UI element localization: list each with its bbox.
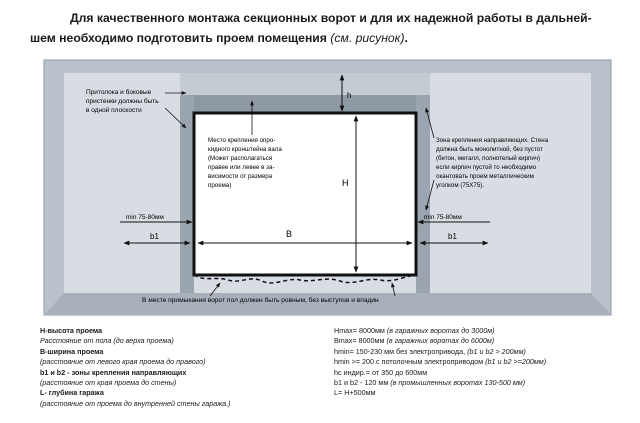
note-mount-1: Место крепления опро- bbox=[208, 137, 276, 144]
legend-right-item bbox=[334, 357, 634, 367]
legend-right-main: hmin >= 200 с потолочным электроприводом bbox=[334, 357, 484, 367]
note-guide-6: уголком (75Х75). bbox=[436, 182, 485, 189]
legend-right-extra: (в гаражных воротах до 6000м) bbox=[386, 336, 495, 346]
legend-right-extra: (b1 и b2 > 200мм) bbox=[467, 346, 526, 356]
label-B: B bbox=[286, 229, 293, 239]
lintel bbox=[180, 73, 430, 95]
legend-left-item: L- глубина гаража bbox=[40, 388, 104, 398]
legend-right-item bbox=[334, 378, 634, 388]
label-min-left: min 75-80мм bbox=[126, 214, 164, 221]
legend-right-extra: (в гаражных воротах до 3000м) bbox=[386, 326, 495, 335]
legend-left-item: B-ширина проема bbox=[40, 346, 104, 356]
legend-right-item bbox=[334, 368, 634, 378]
legend-right-main: Bmax= 8000мм bbox=[334, 336, 385, 346]
legend-left-item: b1 и b2 - зоны крепления направляющих bbox=[40, 367, 187, 377]
legend-left-item: H-высота проема bbox=[40, 326, 103, 335]
note-mount-2: кидного кронштейна вала bbox=[208, 146, 282, 153]
legend-right-main: b1 и b2 - 120 мм bbox=[334, 378, 389, 388]
label-b1-right: b1 bbox=[448, 232, 457, 241]
left-column bbox=[180, 73, 194, 293]
title-period: . bbox=[404, 31, 408, 45]
legend-right-item bbox=[334, 336, 634, 346]
legend-right-extra: (b1 и b2 >=200мм) bbox=[485, 357, 547, 367]
legend-left-item: Расстояние от пола (до верха проема) bbox=[40, 336, 174, 346]
label-min-right: min 75-80мм bbox=[424, 214, 462, 221]
note-mount-5: висимости от размера bbox=[208, 173, 273, 180]
title-line-2-main: шем необходимо подготовить проем помещения bbox=[30, 31, 327, 45]
label-b1-left: b1 bbox=[150, 232, 159, 241]
note-guide-4: если кирпич пустой то необходимо bbox=[436, 164, 537, 171]
note-guide-5: окантовать проем металлическим bbox=[436, 173, 534, 180]
note-mount-3: (Может располагаться bbox=[208, 155, 273, 162]
legend-left-item: (расстояние от края проема до стены) bbox=[40, 378, 177, 388]
right-column bbox=[416, 73, 430, 293]
note-guide-1: Зона крепления направляющих. Стена bbox=[436, 137, 549, 144]
note-mount-4: правее или левее в за- bbox=[208, 164, 275, 171]
note-left-plane-1: Притолока и боковые bbox=[86, 89, 152, 96]
legend-right-item bbox=[334, 388, 634, 398]
legend-right-main: Hmax= 8000мм bbox=[334, 326, 385, 335]
legend-right bbox=[334, 326, 634, 399]
legend-right-extra: (в промышленных воротах 130-500 мм) bbox=[390, 378, 526, 388]
note-left-plane-3: в одной плоскости bbox=[86, 107, 142, 114]
label-H: H bbox=[342, 178, 349, 188]
legend-left bbox=[40, 326, 310, 409]
note-guide-3: (бетон, металл, полнотелый кирпич) bbox=[436, 155, 541, 162]
note-guide-2: должна быть монолитной, без пустот bbox=[436, 146, 543, 153]
legend-right-main: hc индир.= от 350 до 600мм bbox=[334, 367, 428, 377]
legend-right-item bbox=[334, 326, 634, 336]
lintel-shade bbox=[194, 95, 416, 113]
legend-left-item: (расстояние от проема до внутренней стены гаража.) bbox=[40, 398, 231, 408]
note-left-plane-2: пристенки должны быть bbox=[86, 98, 159, 105]
title-line-1: Для качественного монтажа секционных ворот и для их надежной работы в дальней- bbox=[70, 11, 592, 25]
legend-right-item bbox=[334, 347, 634, 357]
note-floor: В месте примыкания ворот пол должен быть ровным, без выступов и впадин bbox=[142, 297, 379, 304]
note-mount-6: проема) bbox=[208, 182, 232, 189]
legend-right-main: L= H+500мм bbox=[334, 388, 376, 398]
legend-left-item: (расстояние от левого края проема до правого) bbox=[40, 357, 206, 367]
title-see-figure: (см. рисунок) bbox=[330, 31, 405, 45]
label-h: h bbox=[347, 91, 352, 100]
legend-right-main: hmin= 150-230 мм без электропривода, bbox=[334, 346, 466, 356]
